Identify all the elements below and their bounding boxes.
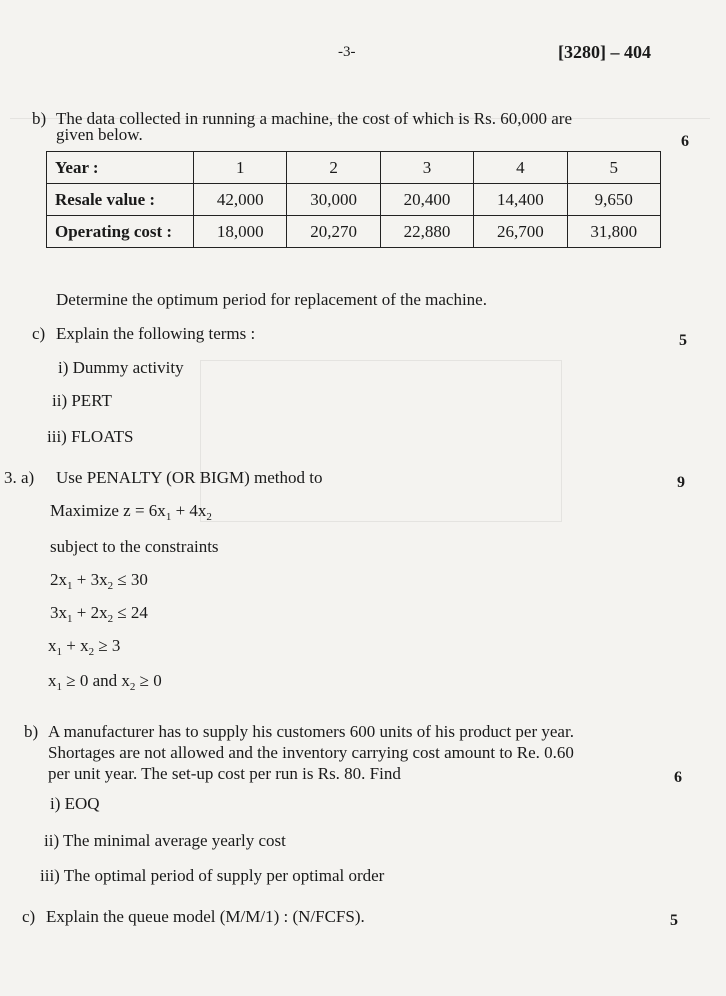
constraint-part: x: [48, 671, 57, 690]
q3b-line3: per unit year. The set-up cost per run is Rs. 80. Find: [48, 764, 401, 783]
subscript: 2: [107, 613, 114, 625]
constraint-2: [50, 602, 148, 626]
constraint-part: 2x: [50, 570, 67, 589]
constraint-part: 3x: [50, 603, 67, 622]
page-number: -3-: [338, 44, 356, 60]
q3b-line1: A manufacturer has to supply his customers 600 units of his product per year.: [48, 722, 574, 741]
objective-function: [50, 500, 212, 524]
table-row: [47, 184, 661, 216]
q2c-item-pert: ii) PERT: [52, 391, 112, 410]
constraint-part: ≥ 0: [135, 671, 162, 690]
operating-5: 31,800: [567, 216, 660, 248]
bleed-through-table: [200, 360, 562, 522]
q3c-text: Explain the queue model (M/M/1) : (N/FCFS).: [46, 907, 365, 926]
subscript: 1: [56, 681, 62, 693]
q3a-number: 3. a): [4, 468, 35, 487]
q2c-item-dummy: i) Dummy activity: [58, 358, 184, 377]
constraint-part: ≤ 30: [113, 570, 148, 589]
constraint-part: ≥ 3: [94, 636, 121, 655]
objective-mid: + 4x: [171, 501, 207, 520]
q2b-instruction: Determine the optimum period for replacement of the machine.: [56, 290, 487, 309]
subscript: 1: [67, 613, 73, 625]
row-label-resale: Resale value :: [47, 184, 194, 216]
q2c-item-floats: iii) FLOATS: [47, 427, 134, 446]
operating-4: 26,700: [474, 216, 567, 248]
subscript: 2: [129, 681, 136, 693]
q3c-label: c): [22, 907, 36, 926]
q3b-marks: 6: [674, 769, 682, 786]
constraint-part: + x: [62, 636, 89, 655]
subscript: 2: [88, 646, 95, 658]
paper-code: [3280] – 404: [558, 42, 651, 62]
year-4: 4: [474, 152, 567, 184]
row-label-operating: Operating cost :: [47, 216, 194, 248]
resale-3: 20,400: [380, 184, 473, 216]
q3b-item-cost: ii) The minimal average yearly cost: [44, 831, 286, 850]
q3b-line2: Shortages are not allowed and the inventory carrying cost amount to Re. 0.60: [48, 743, 574, 762]
operating-2: 20,270: [287, 216, 380, 248]
subscript: 1: [56, 646, 62, 658]
year-2: 2: [287, 152, 380, 184]
machine-cost-table: [46, 151, 661, 248]
constraint-part: + 3x: [72, 570, 108, 589]
q2c-label: c): [32, 324, 46, 343]
table-row: [47, 152, 661, 184]
constraint-part: + 2x: [72, 603, 108, 622]
year-3: 3: [380, 152, 473, 184]
constraint-part: x: [48, 636, 57, 655]
table-row: [47, 216, 661, 248]
subscript: 1: [165, 511, 172, 523]
row-label-year: Year :: [47, 152, 194, 184]
constraint-part: ≤ 24: [113, 603, 148, 622]
q2b-line1: The data collected in running a machine, the cost of which is Rs. 60,000 are: [56, 109, 572, 128]
q3c-marks: 5: [670, 912, 678, 929]
constraint-1: [50, 569, 148, 593]
q2c-marks: 5: [679, 332, 687, 349]
resale-5: 9,650: [567, 184, 660, 216]
q2b-marks: 6: [681, 133, 689, 150]
operating-1: 18,000: [194, 216, 287, 248]
resale-2: 30,000: [287, 184, 380, 216]
constraint-4: [48, 670, 162, 694]
q3a-text: Use PENALTY (OR BIGM) method to: [56, 468, 323, 487]
year-1: 1: [194, 152, 287, 184]
resale-1: 42,000: [194, 184, 287, 216]
q2b-label: b): [32, 109, 47, 128]
q3b-item-eoq: i) EOQ: [50, 794, 100, 813]
objective-prefix: Maximize z = 6x: [50, 501, 166, 520]
constraint-3: [48, 635, 120, 659]
operating-3: 22,880: [380, 216, 473, 248]
subscript: 1: [67, 580, 73, 592]
resale-4: 14,400: [474, 184, 567, 216]
year-5: 5: [567, 152, 660, 184]
q3b-label: b): [24, 722, 39, 741]
q2c-text: Explain the following terms :: [56, 324, 256, 343]
q3a-marks: 9: [677, 474, 685, 491]
subscript: 2: [107, 580, 114, 592]
constraint-part: ≥ 0 and x: [62, 671, 130, 690]
q2b-line2: given below.: [56, 125, 143, 144]
constraints-heading: subject to the constraints: [50, 537, 219, 556]
q3b-item-period: iii) The optimal period of supply per optimal order: [40, 866, 385, 885]
subscript: 2: [206, 511, 212, 523]
